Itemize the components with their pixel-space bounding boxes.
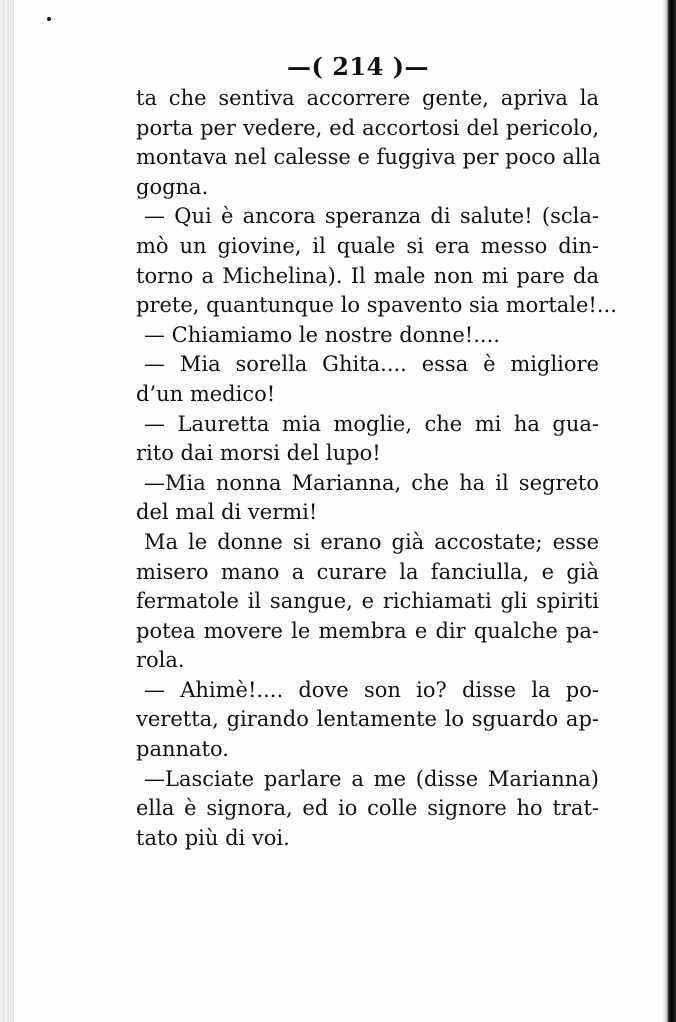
text-line: rito dai morsi del lupo! <box>136 441 381 466</box>
text-line: —Lasciate parlare a me (disse Marianna) <box>144 766 599 791</box>
text-line: prete, quantunque lo spavento sia mortale!... <box>136 293 617 318</box>
text-line: — Mia sorella Ghita.... essa è migliore <box>144 352 599 377</box>
text-line: gogna. <box>136 174 209 199</box>
text-line: fermatole il sangue, e richiamati gli spiriti <box>136 589 599 614</box>
ink-speck <box>47 17 51 21</box>
text-line: Ma le donne si erano già accostate; esse <box>144 529 599 554</box>
body-text <box>136 84 617 853</box>
text-line: misero mano a curare la fanciulla, e già <box>136 559 599 584</box>
text-line: torno a Michelina). Il male non mi pare da <box>136 263 599 288</box>
page-right-edge <box>666 0 676 1022</box>
text-line: tato più di voi. <box>136 825 290 850</box>
text-line: ta che sentiva accorrere gente, apriva la <box>136 86 599 110</box>
text-line: pannato. <box>136 737 229 762</box>
page-number-header: —( 214 )— <box>286 52 430 81</box>
text-line: — Qui è ancora speranza di salute! (scla- <box>144 204 599 229</box>
text-line: del mal di vermi! <box>136 500 318 525</box>
text-line: — Lauretta mia moglie, che mi ha gua- <box>144 411 599 436</box>
page-left-edge <box>0 0 14 1022</box>
text-line: mò un giovine, il quale si era messo din- <box>136 233 599 258</box>
text-line: montava nel calesse e fuggiva per poco alla <box>136 145 601 170</box>
text-line: ella è signora, ed io colle signore ho trat- <box>136 796 599 821</box>
text-line: — Ahimè!.... dove son io? disse la po- <box>144 677 599 702</box>
text-line: porta per vedere, ed accortosi del pericolo, <box>136 115 599 140</box>
text-line: potea movere le membra e dir qualche pa- <box>136 618 599 643</box>
text-line: — Chiamiamo le nostre donne!.... <box>144 322 500 347</box>
text-line: rola. <box>136 648 185 673</box>
text-line: —Mia nonna Marianna, che ha il segreto <box>144 470 599 495</box>
text-line: veretta, girando lentamente lo sguardo ap- <box>136 707 599 732</box>
text-line: d’un medico! <box>136 381 276 406</box>
